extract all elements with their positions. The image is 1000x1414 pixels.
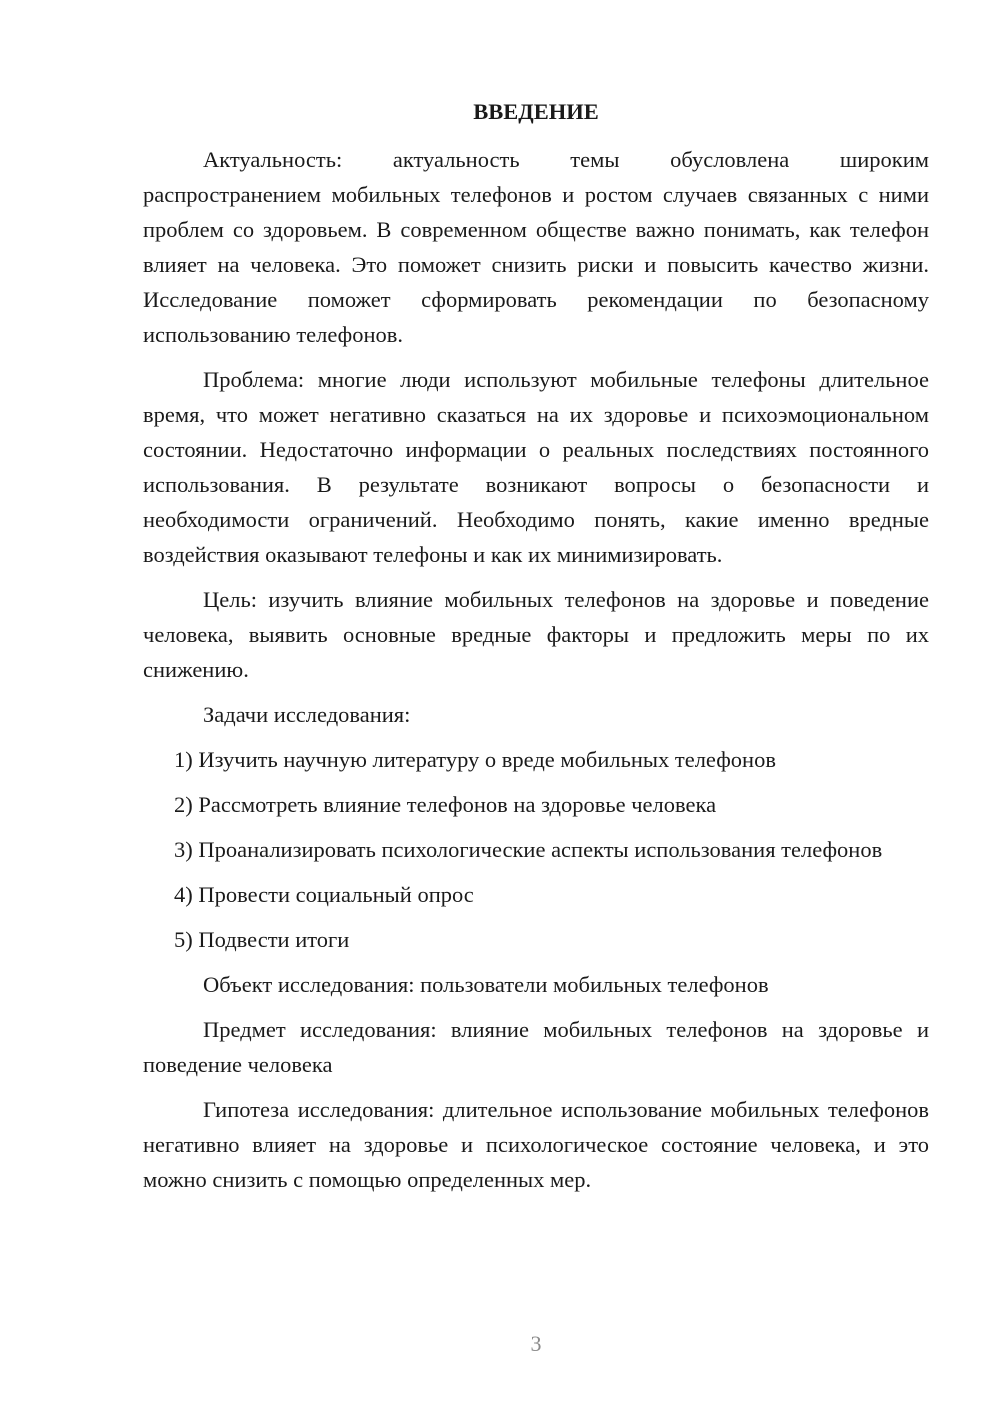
page-number: 3 [530, 1331, 542, 1356]
task-item-4: 4) Провести социальный опрос [174, 882, 474, 907]
task-item-2: 2) Рассмотреть влияние телефонов на здоровье человека [174, 792, 717, 817]
research-object: Объект исследования: пользователи мобильных телефонов [203, 972, 769, 997]
page-title: ВВЕДЕНИЕ [473, 99, 599, 124]
research-subject: Предмет исследования: влияние мобильных телефонов на здоровье и поведение человека [143, 1017, 929, 1077]
task-item-5: 5) Подвести итоги [174, 927, 350, 952]
tasks-heading: Задачи исследования: [203, 702, 411, 727]
task-item-3: 3) Проанализировать психологические аспекты использования телефонов [174, 837, 883, 862]
goal-paragraph: Цель: изучить влияние мобильных телефонов на здоровье и поведение человека, выявить основные вредные факторы и предложить меры по их снижению. [143, 587, 929, 682]
relevance-paragraph: Актуальность: актуальность темы обусловлена широким распространением мобильных телефонов и ростом случаев связанных с ними проблем со здоровьем. В современном обществе важно понимать, как телефон влияет на человека. Это поможет снизить риски и повысить качество жизни. Исследование поможет сформировать рекомендации по безопасному использованию телефонов. [143, 147, 929, 347]
problem-paragraph: Проблема: многие люди используют мобильные телефоны длительное время, что может негативно сказаться на их здоровье и психоэмоциональном состоянии. Недостаточно информации о реальных последствиях постоянного использования. В результате возникают вопросы о безопасности и необходимости ограничений. Необходимо понять, какие именно вредные воздействия оказывают телефоны и как их минимизировать. [143, 367, 929, 567]
page-body [143, 94, 929, 1197]
task-item-1: 1) Изучить научную литературу о вреде мобильных телефонов [174, 747, 776, 772]
research-hypothesis: Гипотеза исследования: длительное использование мобильных телефонов негативно влияет на здоровье и психологическое состояние человека, и это можно снизить с помощью определенных мер. [143, 1097, 929, 1192]
